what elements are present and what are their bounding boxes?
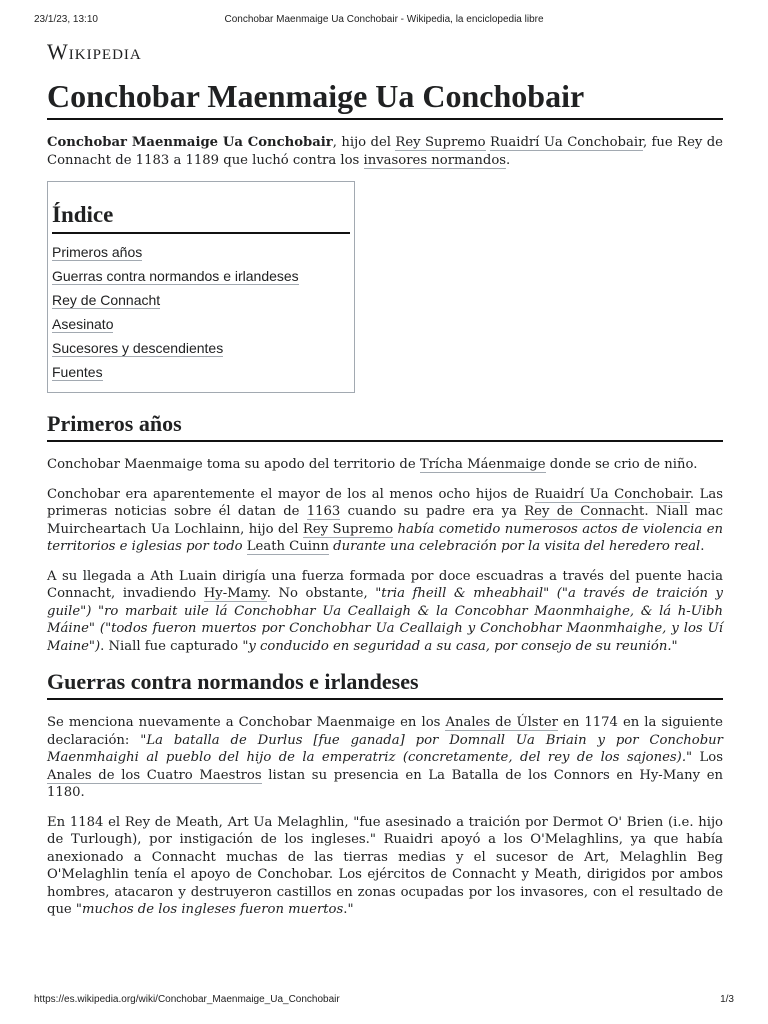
italic-text: durante una celebración por la visita del heredero real bbox=[328, 539, 701, 554]
link-1163[interactable]: 1163 bbox=[306, 504, 341, 519]
italic-text: "La batalla de Durlus [fue ganada] por Domnall Ua Briain y por Conchobur Maenmhaighi al pueblo del hijo de la emperatriz (concretamente, del rey de los sajones)." bbox=[47, 732, 723, 765]
toc-item-label[interactable]: Fuentes bbox=[52, 364, 103, 380]
text-span: , hijo del bbox=[332, 135, 396, 150]
link-invasores-normandos[interactable]: invasores normandos bbox=[363, 152, 507, 168]
toc-heading: Índice bbox=[52, 200, 350, 234]
text-span: A su llegada a Ath Luain dirigía una fuerza formada por doce escuadras a través del puente hacia Connacht, invadiendo bbox=[47, 568, 723, 601]
toc-item-label[interactable]: Rey de Connacht bbox=[52, 292, 161, 308]
section-heading-guerras: Guerras contra normandos e irlandeses bbox=[47, 667, 723, 700]
paragraph bbox=[47, 568, 723, 656]
text-span: en 1174 en la siguiente declaración: bbox=[47, 715, 723, 748]
toc-item-sucesores[interactable] bbox=[52, 336, 350, 360]
link-tricha-maenmaige[interactable]: Trícha Máenmaige bbox=[419, 457, 546, 472]
link-ruaidri[interactable]: Ruaidrí Ua Conchobair bbox=[489, 135, 643, 150]
link-hy-mamy[interactable]: Hy-Mamy bbox=[203, 586, 267, 601]
text-span: . Niall fue capturado bbox=[100, 638, 243, 654]
link-anales-cuatro-maestros[interactable]: Anales de los Cuatro Maestros bbox=[47, 767, 262, 783]
print-url: https://es.wikipedia.org/wiki/Conchobar_Maenmaige_Ua_Conchobair bbox=[34, 994, 340, 1005]
text-span: . bbox=[700, 539, 705, 554]
text-span: Los bbox=[692, 750, 723, 765]
toc-item-primeros-anos[interactable] bbox=[52, 240, 350, 264]
text-span: Conchobar era aparentemente el mayor de los al menos ocho hijos de bbox=[47, 486, 535, 502]
italic-text: muchos de los ingleses fueron muertos bbox=[82, 902, 344, 917]
toc-item-asesinato[interactable] bbox=[52, 312, 350, 336]
wikipedia-logo[interactable]: Wikipedia bbox=[47, 39, 142, 64]
toc-item-label[interactable]: Guerras contra normandos e irlandeses bbox=[52, 268, 299, 284]
link-rey-supremo[interactable]: Rey Supremo bbox=[395, 135, 486, 150]
toc-item-label[interactable]: Asesinato bbox=[52, 316, 114, 332]
text-span: ." bbox=[343, 902, 354, 917]
paragraph bbox=[47, 486, 723, 556]
text-span: . Niall mac Muircheartach Ua Lochlainn, hijo del bbox=[47, 504, 723, 537]
toc-item-rey-de-connacht[interactable] bbox=[52, 288, 350, 312]
lead-paragraph bbox=[47, 134, 723, 169]
paragraph bbox=[47, 814, 723, 919]
link-rey-de-connacht[interactable]: Rey de Connacht bbox=[524, 504, 645, 519]
toc-item-label[interactable]: Primeros años bbox=[52, 244, 143, 260]
italic-text: "tria fheill & mheabhail" ("a través de traición y guile") "ro marbait uile lá Conchobhar Ua Ceallaigh & la Concobhar Maonmhaighe, & lá h-Uibh Máine" ("todos fueron muertos por Conchobhar Ua Ceallaigh y Conchobhar Maonmhaighe, y los Uí Maine") bbox=[47, 586, 723, 654]
text-span: , fue Rey de Connacht de 1183 a 1189 que luchó contra los bbox=[47, 135, 723, 168]
link-rey-supremo[interactable]: Rey Supremo bbox=[302, 521, 394, 537]
lead-bold-title: Conchobar Maenmaige Ua Conchobair bbox=[47, 135, 333, 150]
print-page-title: Conchobar Maenmaige Ua Conchobair - Wikipedia, la enciclopedia libre bbox=[224, 14, 544, 25]
print-page-number: 1/3 bbox=[720, 994, 734, 1005]
italic-text: había cometido numerosos actos de violencia en territorios e iglesias por todo bbox=[47, 521, 723, 554]
toc-item-fuentes[interactable] bbox=[52, 360, 350, 384]
paragraph bbox=[47, 456, 723, 474]
link-ruaidri[interactable]: Ruaidrí Ua Conchobair bbox=[534, 486, 690, 502]
text-span: listan su presencia en La Batalla de los Connors en Hy-Many en 1180. bbox=[47, 767, 723, 800]
print-header bbox=[34, 14, 734, 30]
link-anales-de-ulster[interactable]: Anales de Úlster bbox=[445, 715, 558, 730]
italic-text: "y conducido en seguridad a su casa, por consejo de su reunión." bbox=[242, 638, 678, 654]
print-footer bbox=[34, 994, 734, 1010]
text-span: . No obstante, bbox=[266, 586, 376, 601]
link-leath-cuinn[interactable]: Leath Cuinn bbox=[246, 539, 329, 554]
text-span: Conchobar Maenmaige toma su apodo del territorio de bbox=[47, 457, 420, 472]
text-span: Se menciona nuevamente a Conchobar Maenmaige en los bbox=[47, 715, 446, 730]
toc-item-label[interactable]: Sucesores y descendientes bbox=[52, 340, 224, 356]
text-span: . bbox=[506, 152, 511, 168]
section-heading-primeros-anos: Primeros años bbox=[47, 409, 723, 442]
text-span: cuando su padre era ya bbox=[340, 504, 525, 519]
text-span: En 1184 el Rey de Meath, Art Ua Melaghlin, "fue asesinado a traición por Dermot O' Brien (i.e. hijo de Turlough), por instigación de los ingleses." Ruaidri apoyó a los O'Melaghlins, ya que había anexionado a Connacht muchas de las tierras medias y el sucesor de Art, Melaghlin Beg O'Melaghlin tenía el apoyo de Conchobar. Los ejércitos de Connacht y Meath, dirigidos por ambos hombres, atacaron y destruyeron castillos en zonas ocupadas por los invasores, con el resultado de que " bbox=[47, 814, 723, 917]
text-span: donde se crio de niño. bbox=[545, 457, 698, 472]
page-title: Conchobar Maenmaige Ua Conchobair bbox=[47, 76, 723, 120]
print-date: 23/1/23, 13:10 bbox=[34, 14, 98, 25]
toc-item-guerras[interactable] bbox=[52, 264, 350, 288]
paragraph bbox=[47, 714, 723, 802]
text-span: . Las primeras noticias sobre él datan de bbox=[47, 486, 724, 519]
toc-list bbox=[52, 240, 350, 384]
table-of-contents bbox=[47, 181, 355, 393]
article-content bbox=[47, 38, 723, 931]
